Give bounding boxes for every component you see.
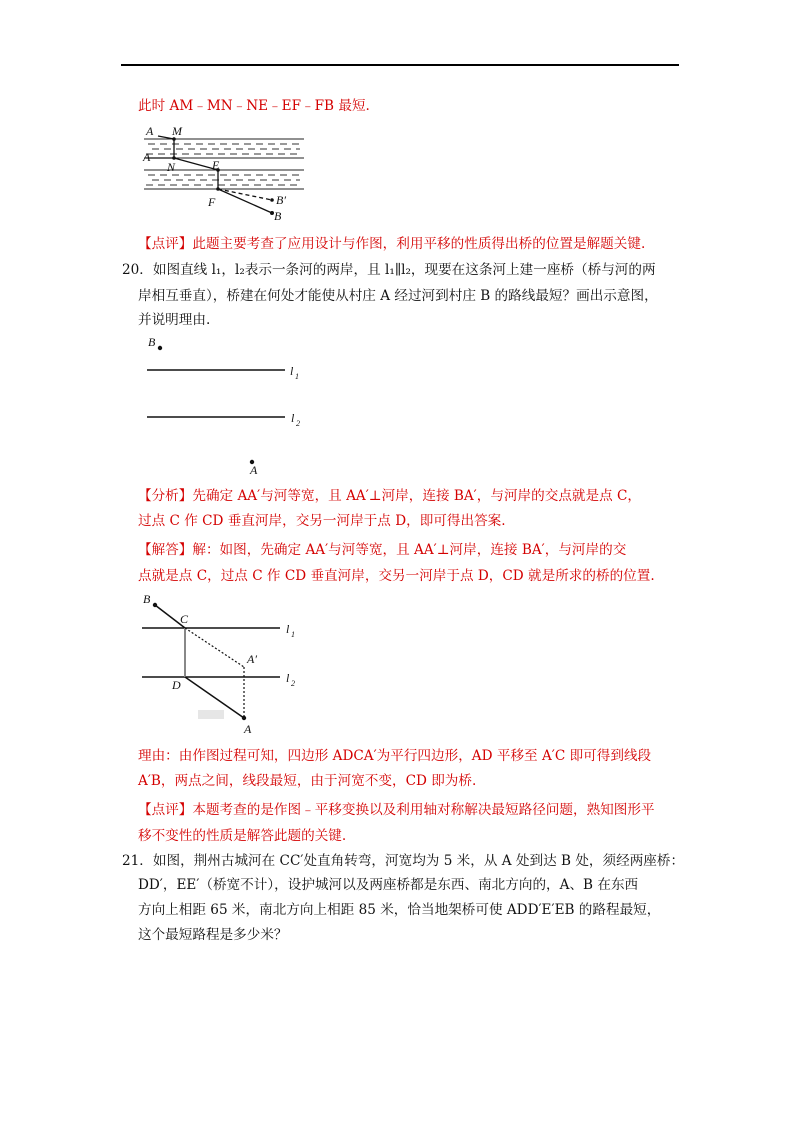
label-A: A xyxy=(146,124,154,138)
figure-river-two-bridges xyxy=(140,124,310,224)
label-E: E xyxy=(212,158,220,172)
header-rule xyxy=(121,64,679,66)
label-A-shifted: A xyxy=(143,150,151,164)
text-line: 并说明理由. xyxy=(138,312,211,328)
label-M: M xyxy=(172,124,182,138)
text-line: 【分析】先确定 AA′与河等宽，且 AA′⊥河岸，连接 BA′，与河岸的交点就是点 C， xyxy=(138,488,642,504)
text-line: 【点评】此题主要考查了应用设计与作图，利用平移的性质得出桥的位置是解题关键. xyxy=(138,236,646,252)
text-line: 过点 C 作 CD 垂直河岸，交另一河岸于点 D，即可得出答案. xyxy=(138,513,506,529)
label-l2: l xyxy=(291,411,295,425)
label-l2-sub: 2 xyxy=(296,419,300,428)
label-A: A xyxy=(244,722,252,736)
text-line: DD′，EE′（桥宽不计），设护城河以及两座桥都是东西、南北方向的，A、B 在东西 xyxy=(138,877,639,893)
label-B-prime: B′ xyxy=(276,193,286,207)
text-line: 移不变性的性质是解答此题的关键. xyxy=(138,828,347,844)
label-B: B xyxy=(143,592,151,606)
label-l1-sub: 1 xyxy=(295,372,299,381)
text-line: 【点评】本题考查的是作图﹣平移变换以及利用轴对称解决最短路径问题，熟知图形平 xyxy=(138,802,655,818)
label-B: B xyxy=(148,335,156,349)
text-line: 这个最短路程是多少米？ xyxy=(138,927,288,943)
label-l1-sub: 1 xyxy=(291,630,295,639)
text-line: 理由：由作图过程可知，四边形 ADCA′为平行四边形，AD 平移至 A′C 即可得到线段 xyxy=(138,748,652,764)
label-l2-sub: 2 xyxy=(291,679,295,688)
figure-river-solution xyxy=(140,588,320,738)
label-N: N xyxy=(167,160,176,174)
text-line: 点就是点 C，过点 C 作 CD 垂直河岸，交另一河岸于点 D，CD 就是所求的桥的位置. xyxy=(138,568,655,584)
text-line: A′B，两点之间，线段最短，由于河宽不变，CD 即为桥. xyxy=(138,773,477,789)
label-A: A xyxy=(250,463,258,477)
text-line: 岸相互垂直），桥建在何处才能使从村庄 A 经过河到村庄 B 的路线最短？画出示意图， xyxy=(138,288,658,304)
text-line: 20．如图直线 l₁，l₂表示一条河的两岸，且 l₁∥l₂，现要在这条河上建一座桥（桥与河的两 xyxy=(122,262,656,278)
text-line: 【解答】解：如图，先确定 AA′与河等宽，且 AA′⊥河岸，连接 BA′，与河岸的交 xyxy=(138,542,627,558)
label-D: D xyxy=(172,678,181,692)
label-A-prime: A′ xyxy=(247,652,257,666)
text-line: 方向上相距 65 米，南北方向上相距 85 米，恰当地架桥可使 ADD′E′EB 的路程最短， xyxy=(138,902,661,918)
label-C: C xyxy=(180,612,189,626)
figure-river-question xyxy=(140,330,320,480)
label-l1: l xyxy=(286,622,290,636)
label-B: B xyxy=(274,209,282,223)
smudge xyxy=(198,710,224,719)
text-line: 此时 AM﹣MN﹣NE﹣EF﹣FB 最短. xyxy=(138,98,370,114)
label-l1: l xyxy=(290,364,294,378)
text-line: 21．如图，荆州古城河在 CC′处直角转弯，河宽均为 5 米，从 A 处到达 B 处，须经两座桥： xyxy=(122,853,685,869)
label-l2: l xyxy=(286,671,290,685)
label-F: F xyxy=(208,195,216,209)
